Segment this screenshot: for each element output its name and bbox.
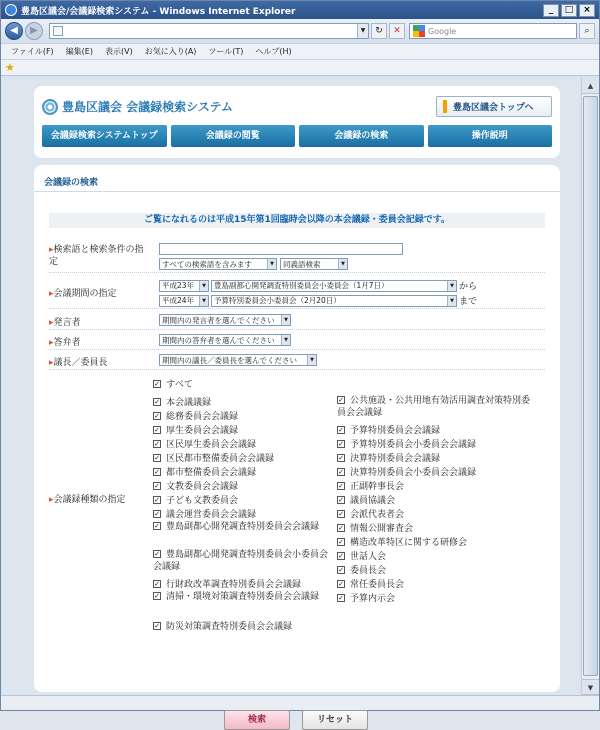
maximize-button[interactable]: □ [561,4,577,17]
panel-heading: 会議録の検索 [44,178,99,188]
checkbox-icon: ✓ [338,495,344,504]
checkbox-icon: ✓ [154,621,160,630]
nav-help[interactable]: 操作説明 [428,125,553,147]
menu-bar [1,43,599,60]
reset-button[interactable]: リセット [302,710,368,730]
checkbox-icon: ✓ [154,425,160,434]
speaker-label: ▸発言者 [49,318,81,328]
from-suffix: から [459,282,478,292]
type-checkbox-left[interactable]: ✓ 区民都市整備委員会会議録 [154,453,275,464]
type-checkbox-right[interactable]: ✓ 世話人会 [338,551,387,562]
checkbox-icon: ✓ [154,579,160,588]
type-checkbox-left[interactable]: ✓ 議会運営委員会会議録 [154,509,257,520]
status-bar [1,695,599,710]
scroll-up-icon[interactable]: ▲ [582,78,599,94]
checkbox-icon: ✓ [154,481,160,490]
to-meeting-select[interactable]: 予算特別委員会小委員会（2月20日） ▼ [211,295,457,307]
checkbox-icon: ✓ [154,453,160,462]
divider [34,191,560,192]
chevron-down-icon: ▼ [199,296,208,306]
menu-view[interactable]: 表示(V) [104,47,133,56]
type-checkbox-left[interactable]: ✓ 行財政改革調査特別委員会会議録 [154,579,302,590]
ie-icon [5,4,17,16]
period-label: ▸会議期間の指定 [49,289,117,299]
refresh-icon[interactable]: ↻ [371,23,387,39]
synonym-select[interactable]: 同義語検索 ▼ [280,258,348,270]
checkbox-icon: ✓ [154,411,160,420]
checkbox-icon: ✓ [338,551,344,560]
forward-arrow-icon[interactable]: ▶ [25,22,43,40]
to-year-select[interactable]: 平成24年 ▼ [159,295,209,307]
type-checkbox-left[interactable]: ✓ 本会議議録 [154,397,212,408]
keyword-fields [159,243,403,270]
answerer-row [49,332,545,350]
checkbox-icon: ✓ [154,397,160,406]
chair-label: ▸議長／委員長 [49,358,108,368]
checkbox-icon: ✓ [338,579,344,588]
type-checkbox-left[interactable]: ✓ 都市整備委員会会議録 [154,467,257,478]
notice-banner: ご覧になれるのは平成15年第1回臨時会以降の本会議録・委員会記録です。 [49,213,545,228]
to-suffix: まで [459,297,478,307]
period-from [159,279,477,292]
chevron-down-icon: ▼ [281,335,290,345]
checkbox-icon: ✓ [154,591,160,600]
chevron-down-icon: ▼ [199,281,208,291]
from-meeting-select[interactable]: 豊島副都心開発調査特別委員会小委員会（1月7日） ▼ [211,280,457,292]
checkbox-icon: ✓ [338,395,344,404]
type-checkbox-left[interactable]: ✓ 子ども文教委員会 [154,495,239,506]
type-checkbox-right[interactable]: ✓ 公共施設・公共用地有効活用調査対策特別委員会会議録 [337,395,531,418]
type-checkbox-right[interactable]: ✓ 情報公開審査会 [338,523,414,534]
type-checkbox-right[interactable]: ✓ 委員長会 [338,565,387,576]
chevron-down-icon: ▼ [338,259,347,269]
type-checkbox-right[interactable]: ✓ 正副幹事長会 [338,481,405,492]
type-checkbox-right[interactable]: ✓ 会派代表者会 [338,509,405,520]
checkbox-icon: ✓ [338,467,344,476]
nav-system-top[interactable]: 会議録検索システムトップ [42,125,167,147]
type-checkbox-right[interactable]: ✓ 予算内示会 [338,593,396,604]
type-checkbox-left[interactable]: ✓ 文教委員会会議録 [154,481,239,492]
site-header [34,86,560,158]
checkbox-icon: ✓ [338,565,344,574]
top-page-link[interactable]: 豊島区議会トップへ [436,96,552,117]
page-icon [53,26,63,36]
keyword-input[interactable] [159,243,403,255]
checkbox-icon: ✓ [338,439,344,448]
checkbox-icon: ✓ [154,379,160,388]
nav-browse[interactable]: 会議録の閲覧 [171,125,296,147]
address-bar [1,19,599,43]
minimize-button[interactable]: _ [543,4,559,17]
search-icon[interactable]: ⌕ [579,23,595,39]
star-icon[interactable]: ★ [5,61,15,74]
period-row [49,277,545,309]
chair-select[interactable]: 期間内の議長／委員長を選んでください ▼ [159,354,317,366]
checkbox-icon: ✓ [154,509,160,518]
url-input[interactable] [49,23,369,39]
chevron-down-icon: ▼ [447,281,456,291]
main-nav [42,125,552,147]
chevron-down-icon: ▼ [447,296,456,306]
type-checkbox-all[interactable]: ✓ すべて [154,379,193,390]
close-button[interactable]: × [579,4,595,17]
types-row [49,373,545,695]
period-to [159,294,477,307]
site-title: 豊島区議会 会議録検索システム [62,100,233,114]
favorites-bar [1,60,599,76]
keyword-row [49,241,545,273]
chevron-down-icon: ▼ [307,355,316,365]
answerer-label: ▸答弁者 [49,338,81,348]
type-checkbox-left[interactable]: ✓ 清掃・環境対策調査特別委員会会議録 [154,591,320,602]
type-checkbox-right[interactable]: ✓ 決算特別委員会小委員会会議録 [338,467,477,478]
checkbox-icon: ✓ [338,537,344,546]
back-arrow-icon[interactable]: ◀ [5,22,23,40]
flower-logo-icon [42,99,58,115]
chevron-down-icon[interactable]: ▼ [357,24,368,38]
type-checkbox-left[interactable]: ✓ 厚生委員会会議録 [154,425,239,436]
checkbox-icon: ✓ [338,453,344,462]
nav-search[interactable]: 会議録の検索 [299,125,424,147]
stop-icon[interactable]: ✕ [389,23,405,39]
page-content [2,78,580,725]
search-input[interactable]: Google [409,23,577,39]
menu-edit[interactable]: 編集(E) [65,47,93,56]
type-checkbox-right[interactable]: ✓ 決算特別委員会会議録 [338,453,441,464]
window-title: 豊島区議会/会議録検索システム - Windows Internet Explorer [21,6,296,17]
site-logo [42,98,233,115]
title-bar [1,1,599,19]
checkbox-icon: ✓ [338,523,344,532]
type-checkbox-right[interactable]: ✓ 構造改革特区に関する研修会 [338,537,468,548]
type-checkbox-left[interactable]: ✓ 総務委員会会議録 [154,411,239,422]
period-fields [159,279,477,307]
type-checkbox-left[interactable]: ✓ 防災対策調査特別委員会会議録 [154,621,293,632]
type-checkbox-left[interactable]: ✓ 豊島副都心開発調査特別委員会会議録 [154,521,320,532]
bar-icon [443,100,447,113]
answerer-select[interactable]: 期間内の答弁者を選んでください ▼ [159,334,291,346]
menu-favorites[interactable]: お気に入り(A) [144,47,197,56]
from-year-select[interactable]: 平成23年 ▼ [159,280,209,292]
type-checkbox-right[interactable]: ✓ 常任委員長会 [338,579,405,590]
vertical-scrollbar[interactable] [581,78,599,695]
menu-tools[interactable]: ツール(T) [208,47,244,56]
checkbox-icon: ✓ [154,467,160,476]
keyword-selects [159,258,403,270]
type-checkbox-left[interactable]: ✓ 豊島副都心開発調査特別委員会小委員会会議録 [153,549,329,572]
checkbox-icon: ✓ [338,509,344,518]
keyword-mode-select[interactable]: すべての検索語を含みます ▼ [159,258,277,270]
checkbox-icon: ✓ [154,495,160,504]
type-checkbox-right[interactable]: ✓ 予算特別委員会小委員会会議録 [338,439,477,450]
types-label: ▸会議録種類の指定 [49,495,126,505]
chevron-down-icon: ▼ [281,315,290,325]
chevron-down-icon: ▼ [267,259,276,269]
menu-help[interactable]: ヘルプ(H) [255,47,292,56]
search-button[interactable]: 検索 [224,710,290,730]
speaker-row [49,312,545,330]
checkbox-icon: ✓ [154,439,160,448]
checkbox-icon: ✓ [154,521,160,530]
checkbox-icon: ✓ [154,549,160,558]
chair-row [49,352,545,370]
type-checkbox-left[interactable]: ✓ 区民厚生委員会会議録 [154,439,257,450]
checkbox-icon: ✓ [338,593,344,602]
type-checkbox-right[interactable]: ✓ 議員協議会 [338,495,396,506]
scroll-down-icon[interactable]: ▼ [582,679,599,695]
checkbox-icon: ✓ [338,481,344,490]
menu-file[interactable]: ファイル(F) [11,47,54,56]
scroll-thumb[interactable] [583,96,598,676]
form-buttons [224,710,368,730]
speaker-select[interactable]: 期間内の発言者を選んでください ▼ [159,314,291,326]
type-checkbox-right[interactable]: ✓ 予算特別委員会会議録 [338,425,441,436]
keyword-label: ▸検索語と検索条件の指定 [49,245,144,267]
search-panel [34,165,560,725]
checkbox-icon: ✓ [338,425,344,434]
google-icon [413,25,425,37]
